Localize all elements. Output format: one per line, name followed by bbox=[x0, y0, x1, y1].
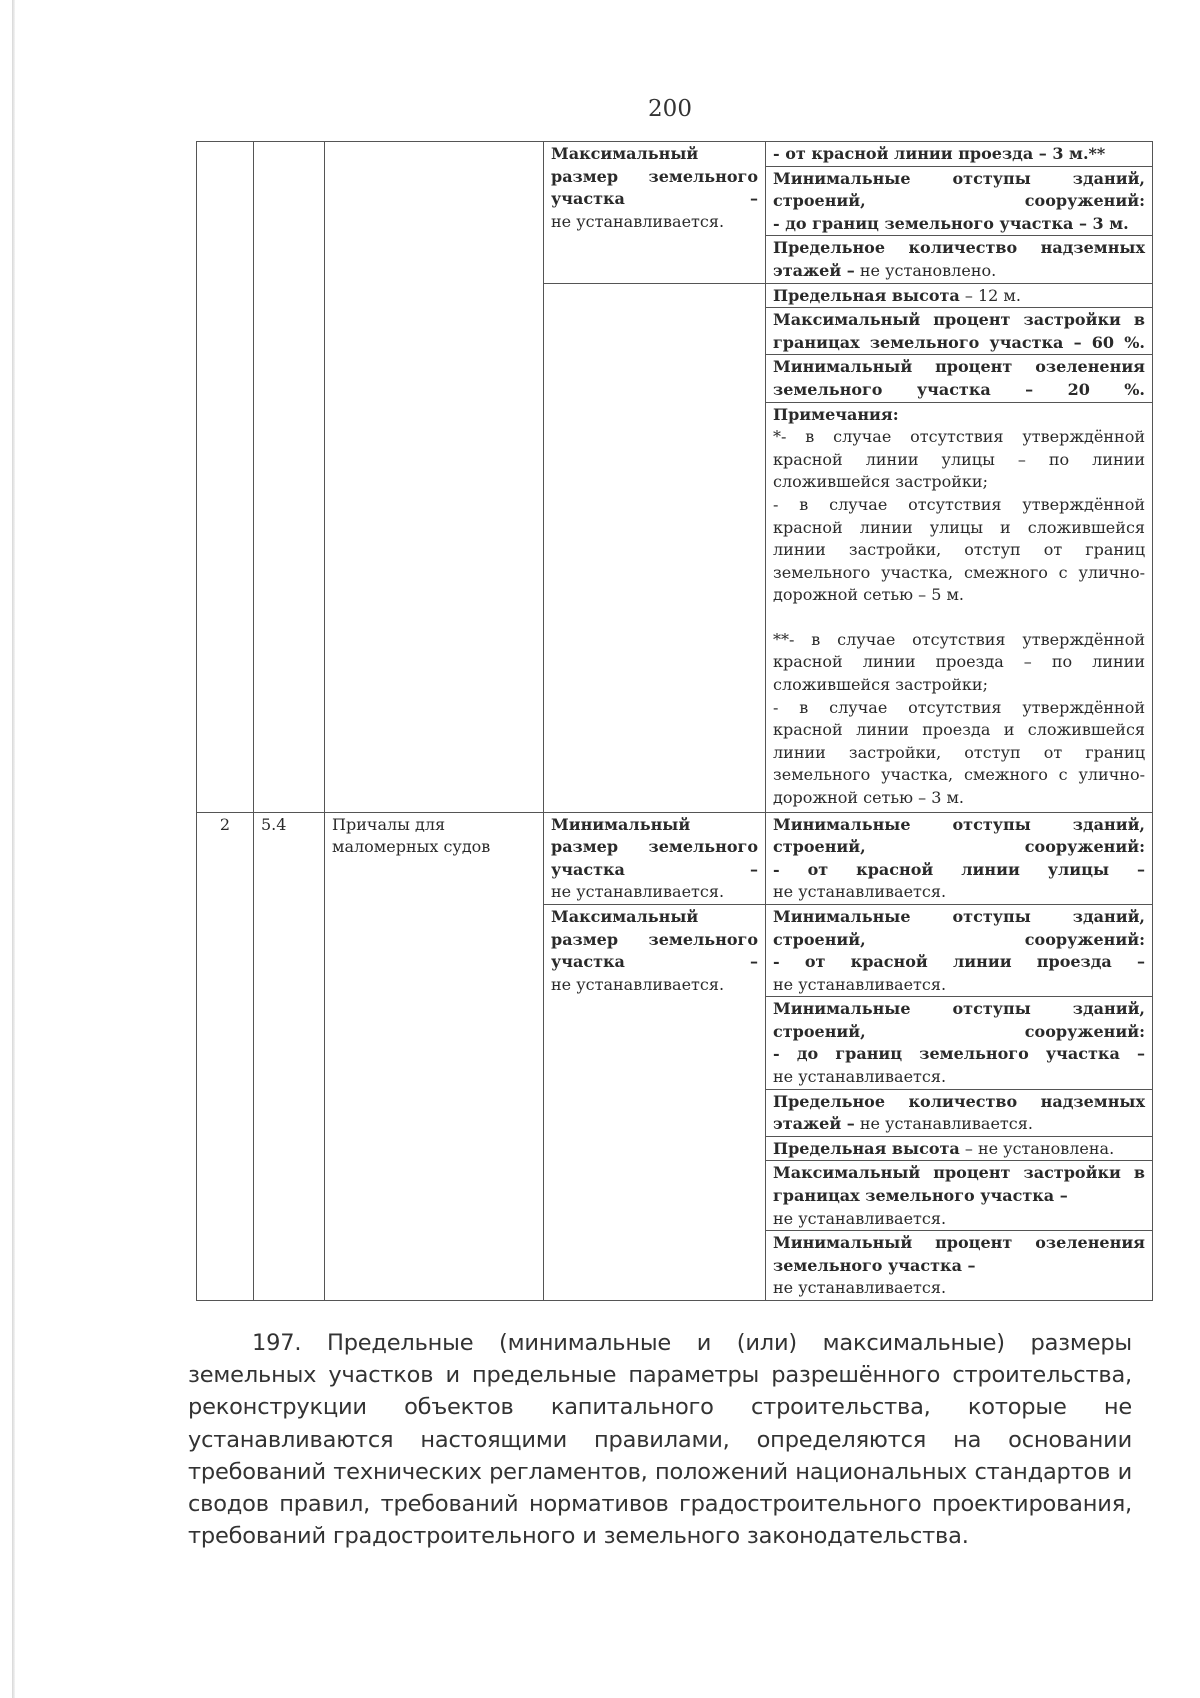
param-cell bbox=[766, 355, 1153, 402]
param-value: – не установлена. bbox=[964, 1138, 1115, 1158]
param-head: Предельное количество надземных этажей – bbox=[773, 238, 1145, 280]
param-head: Предельное количество надземных этажей – bbox=[773, 1091, 1145, 1134]
param-value: не устанавливается. bbox=[773, 1208, 947, 1228]
note-paragraph: **- в случае отсутствия утверждённой красной линии проезда – по линии сложившейся застройки; bbox=[773, 629, 1145, 695]
param-head: Максимальный процент застройки в границах земельного участка – bbox=[773, 1163, 1145, 1206]
param-value: не устанавливается. bbox=[773, 1067, 947, 1087]
param-cell bbox=[766, 1161, 1153, 1231]
param-cell bbox=[766, 142, 1153, 167]
param-sub: - до границ земельного участка – bbox=[773, 1044, 1145, 1064]
param-sub: - от красной линии проезда – bbox=[773, 952, 1145, 972]
param-value: не устанавливается. bbox=[773, 974, 947, 994]
min-size-value: не устанавливается. bbox=[551, 882, 725, 902]
max-size-head: Максимальный размер земельного участка – bbox=[551, 906, 758, 972]
param-cell bbox=[766, 1089, 1153, 1136]
param-head: Предельная высота bbox=[773, 1138, 960, 1158]
param-sub: - от красной линии улицы – bbox=[773, 859, 1145, 879]
param-value: не установлено. bbox=[859, 260, 997, 280]
param-cell bbox=[766, 308, 1153, 355]
param-cell bbox=[766, 812, 1153, 904]
param-value: - до границ земельного участка – 3 м. bbox=[773, 213, 1129, 233]
table-row bbox=[197, 142, 1153, 167]
notes-cell bbox=[766, 402, 1153, 812]
cell-code: 5.4 bbox=[254, 812, 325, 1300]
paragraph-text: Предельные (минимальные и (или) максимальные) размеры земельных участков и предельные параметры разрешённого строительства, реконструкции объектов капитального строительства, которые не устанавливаются настоящими правилами, определяются на основании требований технических регламентов, положений национальных стандартов и сводов правил, требований нормативов градостроительного проектирования, требований градостроительного и земельного законодательства. bbox=[188, 1330, 1133, 1550]
param-cell bbox=[766, 997, 1153, 1089]
cell-max-size bbox=[544, 142, 766, 284]
param-cell bbox=[766, 166, 1153, 236]
note-paragraph: *- в случае отсутствия утверждённой красной линии улицы – по линии сложившейся застройки; bbox=[773, 427, 1145, 492]
max-size-value: не устанавливается. bbox=[551, 974, 725, 994]
cell-number: 2 bbox=[197, 812, 254, 1300]
param-cell bbox=[766, 1136, 1153, 1161]
param-head: Минимальные отступы зданий, строений, сооружений: bbox=[773, 999, 1145, 1041]
paragraph-number: 197. bbox=[252, 1330, 302, 1356]
max-size-head: Максимальный размер земельного участка – bbox=[551, 144, 758, 209]
param-head: Минимальные отступы зданий, строений, сооружений: bbox=[773, 168, 1145, 211]
note-paragraph: - в случае отсутствия утверждённой красной линии проезда и сложившейся линии застройки, отступ от границ земельного участка, смежного с улично-дорожной сетью – 3 м. bbox=[773, 697, 1145, 808]
cell-max-size bbox=[544, 904, 766, 1300]
param-cell bbox=[766, 236, 1153, 283]
param-head: Минимальные отступы зданий, строений, сооружений: bbox=[773, 814, 1145, 857]
param-cell bbox=[766, 283, 1153, 308]
paragraph-197 bbox=[188, 1327, 1132, 1552]
param-cell bbox=[766, 904, 1153, 996]
param-head: Минимальный процент озеленения земельного участка – 20 %. bbox=[773, 357, 1145, 399]
param-head: Минимальный процент озеленения земельного участка – bbox=[773, 1233, 1145, 1275]
param-head: Максимальный процент застройки в границах земельного участка – 60 %. bbox=[773, 310, 1145, 352]
min-size-head: Минимальный размер земельного участка – bbox=[551, 814, 758, 879]
notes-heading: Примечания: bbox=[773, 404, 899, 424]
cell-name: Причалы для маломерных судов bbox=[325, 812, 544, 1300]
param-value: не устанавливается. bbox=[773, 1278, 947, 1298]
note-paragraph: - в случае отсутствия утверждённой красной линии улицы и сложившейся линии застройки, отступ от границ земельного участка, смежного с улично-дорожной сетью – 5 м. bbox=[773, 494, 1145, 605]
cell-name-empty bbox=[325, 142, 544, 813]
param-head: - от красной линии проезда – 3 м.** bbox=[773, 144, 1106, 163]
param-cell bbox=[766, 1231, 1153, 1301]
param-value: не устанавливается. bbox=[859, 1114, 1033, 1134]
param-head: Предельная высота bbox=[773, 285, 960, 305]
cell-number-empty bbox=[197, 142, 254, 813]
cell-min-size bbox=[544, 812, 766, 904]
max-size-value: не устанавливается. bbox=[551, 211, 725, 231]
regulations-table bbox=[196, 141, 1153, 1301]
scan-edge-shadow bbox=[12, 0, 15, 1698]
param-value: – 12 м. bbox=[964, 285, 1021, 305]
param-value: не устанавливается. bbox=[773, 882, 947, 902]
page-number: 200 bbox=[648, 96, 692, 122]
table-row bbox=[197, 812, 1153, 904]
param-head: Минимальные отступы зданий, строений, сооружений: bbox=[773, 906, 1145, 949]
cell-code-empty bbox=[254, 142, 325, 813]
cell-empty bbox=[544, 283, 766, 812]
